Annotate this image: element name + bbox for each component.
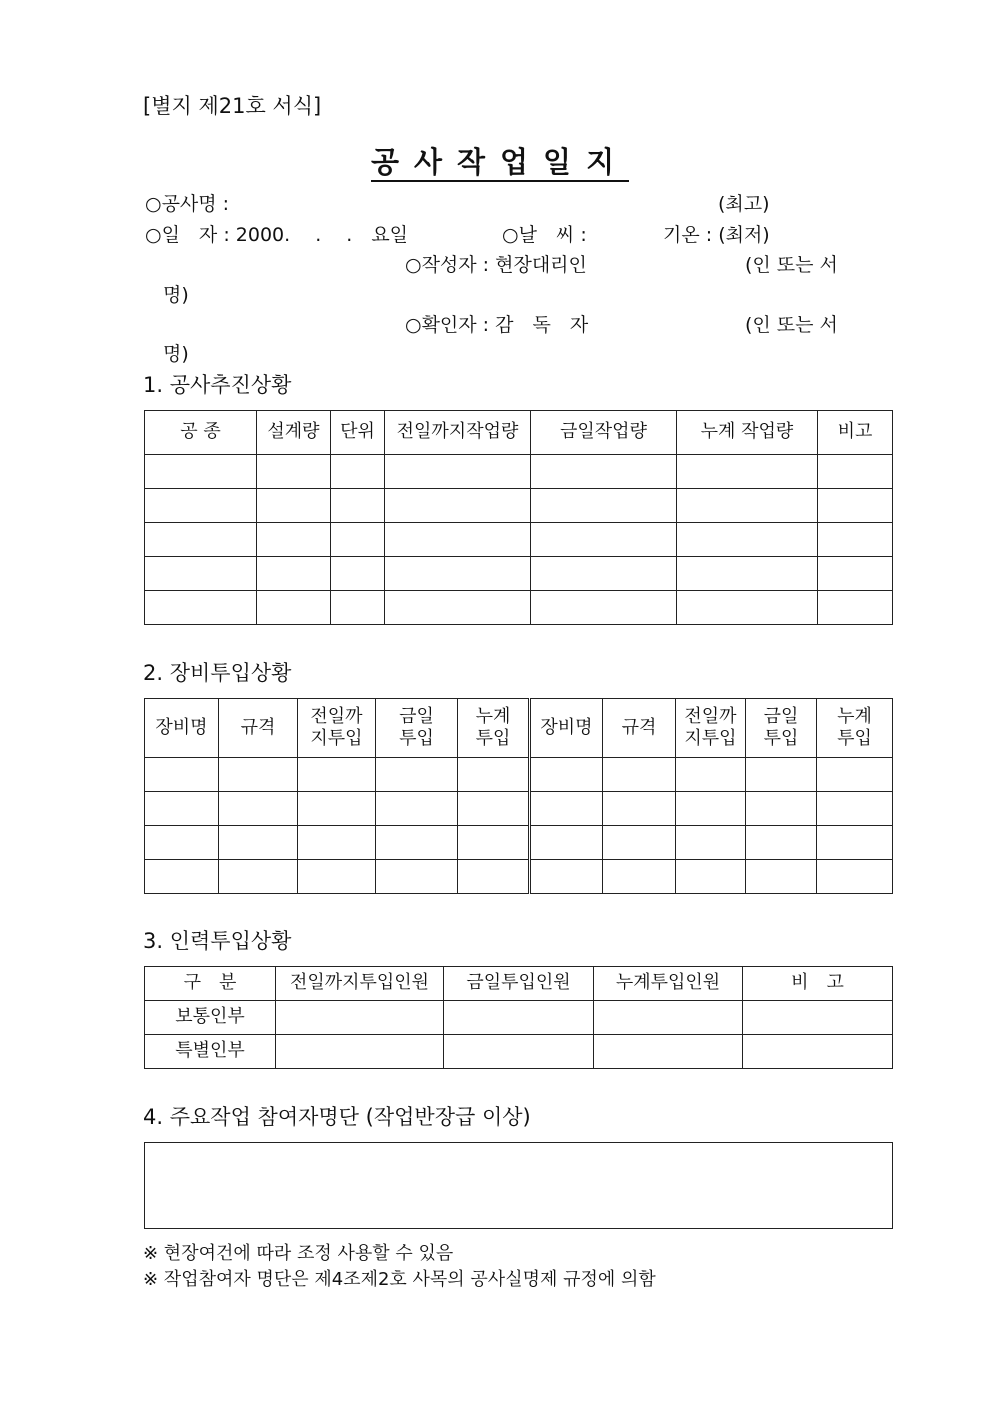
table-cell[interactable] <box>385 489 531 523</box>
table-cell[interactable] <box>145 758 219 792</box>
section2-heading: 2. 장비투입상황 <box>143 661 292 685</box>
table-cell[interactable] <box>603 758 676 792</box>
table-cell[interactable] <box>603 792 676 826</box>
table-cell[interactable] <box>145 826 219 860</box>
col-header: 구 분 <box>145 967 276 1001</box>
table-cell[interactable] <box>145 523 257 557</box>
table-cell[interactable] <box>531 455 677 489</box>
table-cell[interactable] <box>276 1035 444 1069</box>
col-header: 설계량 <box>257 411 331 455</box>
table-cell[interactable] <box>145 489 257 523</box>
table-cell[interactable] <box>145 792 219 826</box>
table-cell[interactable] <box>298 758 376 792</box>
table-cell[interactable] <box>376 860 458 894</box>
table-cell[interactable] <box>531 489 677 523</box>
table-cell[interactable] <box>257 557 331 591</box>
table-row <box>145 591 893 625</box>
table-cell[interactable] <box>385 557 531 591</box>
table-cell[interactable] <box>458 758 530 792</box>
table-cell[interactable] <box>818 591 893 625</box>
checker-sign-cont: 명) <box>163 343 189 365</box>
table-cell[interactable] <box>818 523 893 557</box>
table-cell[interactable] <box>276 1001 444 1035</box>
writer-sign-label: (인 또는 서 <box>745 254 838 276</box>
table-cell[interactable] <box>677 591 818 625</box>
table-cell[interactable] <box>219 826 298 860</box>
table-cell[interactable] <box>376 758 458 792</box>
table-cell[interactable] <box>298 826 376 860</box>
table-cell[interactable] <box>743 1001 893 1035</box>
table-cell[interactable] <box>219 792 298 826</box>
col-header: 단위 <box>331 411 385 455</box>
table-row <box>145 1035 893 1069</box>
header-line: 투입 <box>399 728 434 749</box>
table-row <box>145 523 893 557</box>
col-header-name: 장비명 <box>530 699 603 758</box>
col-header-total <box>458 699 530 758</box>
table-cell[interactable] <box>257 523 331 557</box>
table-cell[interactable] <box>676 860 746 894</box>
table-row <box>145 826 893 860</box>
table-cell[interactable] <box>298 860 376 894</box>
table-row <box>145 860 893 894</box>
table-cell[interactable] <box>257 489 331 523</box>
temp-low-label: 기온 : (최저) <box>663 224 770 246</box>
col-header: 누계투입인원 <box>594 967 743 1001</box>
temp-high-label: (최고) <box>718 193 770 215</box>
header-line: 투입 <box>475 728 511 749</box>
col-header-prev <box>298 699 376 758</box>
col-header-name: 장비명 <box>145 699 219 758</box>
table-cell[interactable] <box>594 1035 743 1069</box>
table-row <box>145 1001 893 1035</box>
header-line: 금일 <box>399 705 434 727</box>
note-1: ※ 현장여건에 따라 조정 사용할 수 있음 <box>143 1243 454 1264</box>
header-line: 전일까 <box>310 705 363 727</box>
checker-sign-label: (인 또는 서 <box>745 314 838 336</box>
project-name-label: ○공사명 : <box>145 193 230 215</box>
table-cell[interactable] <box>331 591 385 625</box>
table-cell[interactable] <box>817 860 893 894</box>
table-cell[interactable] <box>458 826 530 860</box>
table-row <box>145 758 893 792</box>
table-cell[interactable] <box>145 557 257 591</box>
table-cell[interactable] <box>677 523 818 557</box>
table-cell[interactable] <box>530 826 603 860</box>
weather-label: ○날 씨 : <box>502 224 587 246</box>
table-cell[interactable] <box>818 557 893 591</box>
col-header: 전일까지작업량 <box>385 411 531 455</box>
table-cell[interactable] <box>376 826 458 860</box>
labor-table <box>144 966 893 1069</box>
page-title: 공사작업일지 <box>371 148 629 182</box>
date-label: ○일 자 : 2000. . . 요일 <box>145 224 409 246</box>
section3-heading: 3. 인력투입상황 <box>143 929 292 953</box>
header-line: 투입 <box>837 728 872 749</box>
participants-box[interactable] <box>144 1142 893 1229</box>
table-cell[interactable] <box>676 792 746 826</box>
table-row <box>145 792 893 826</box>
table-cell[interactable] <box>743 1035 893 1069</box>
col-header-total <box>817 699 893 758</box>
table-header-row <box>145 411 893 455</box>
table-cell[interactable] <box>530 792 603 826</box>
table-cell[interactable] <box>530 758 603 792</box>
header-line: 누계 <box>475 705 511 727</box>
table-row <box>145 489 893 523</box>
table-cell[interactable] <box>531 591 677 625</box>
table-cell[interactable] <box>603 826 676 860</box>
table-cell[interactable] <box>458 792 530 826</box>
table-cell[interactable] <box>818 455 893 489</box>
col-header: 누계 작업량 <box>677 411 818 455</box>
table-cell[interactable] <box>385 591 531 625</box>
table-cell[interactable] <box>331 557 385 591</box>
table-cell[interactable] <box>817 792 893 826</box>
table-cell[interactable] <box>298 792 376 826</box>
col-header-today <box>746 699 817 758</box>
table-cell[interactable] <box>530 860 603 894</box>
header-line: 투입 <box>763 728 799 749</box>
table-cell[interactable] <box>676 826 746 860</box>
table-cell[interactable] <box>746 826 817 860</box>
section4-heading-note: (작업반장급 이상) <box>358 1105 531 1129</box>
table-cell[interactable] <box>818 489 893 523</box>
table-cell[interactable] <box>746 792 817 826</box>
col-header-spec: 규격 <box>219 699 298 758</box>
writer-label: ○작성자 : 현장대리인 <box>405 254 587 276</box>
form-label: [별지 제21호 서식] <box>143 94 322 118</box>
table-header-row <box>145 699 893 758</box>
table-cell[interactable] <box>531 557 677 591</box>
col-header: 비 고 <box>743 967 893 1001</box>
header-line: 금일 <box>763 705 799 727</box>
col-header-prev <box>676 699 746 758</box>
table-cell[interactable] <box>219 758 298 792</box>
table-cell[interactable] <box>677 455 818 489</box>
header-line: 누계 <box>837 705 872 727</box>
header-line: 지투입 <box>684 728 737 749</box>
table-cell[interactable] <box>746 758 817 792</box>
table-cell[interactable] <box>746 860 817 894</box>
table-cell[interactable] <box>385 455 531 489</box>
table-cell[interactable] <box>331 523 385 557</box>
table-cell[interactable] <box>676 758 746 792</box>
col-header: 금일투입인원 <box>444 967 594 1001</box>
table-cell[interactable] <box>531 523 677 557</box>
table-cell[interactable] <box>817 758 893 792</box>
table-row <box>145 557 893 591</box>
row-label: 특별인부 <box>145 1035 276 1069</box>
table-cell[interactable] <box>331 455 385 489</box>
table-cell[interactable] <box>219 860 298 894</box>
section1-heading: 1. 공사추진상황 <box>143 373 292 397</box>
table-cell[interactable] <box>385 523 531 557</box>
col-header-today <box>376 699 458 758</box>
section4-heading-main: 4. 주요작업 참여자명단 <box>143 1105 359 1129</box>
writer-sign-cont: 명) <box>163 284 189 306</box>
table-cell[interactable] <box>677 557 818 591</box>
table-header-row <box>145 967 893 1001</box>
col-header: 전일까지투입인원 <box>276 967 444 1001</box>
table-cell[interactable] <box>145 455 257 489</box>
progress-table <box>144 410 893 625</box>
equipment-table <box>144 698 893 894</box>
col-header-spec: 규격 <box>603 699 676 758</box>
table-cell[interactable] <box>594 1001 743 1035</box>
note-2: ※ 작업참여자 명단은 제4조제2호 사목의 공사실명제 규정에 의함 <box>143 1269 656 1290</box>
col-header: 비고 <box>818 411 893 455</box>
table-cell[interactable] <box>145 591 257 625</box>
table-cell[interactable] <box>145 860 219 894</box>
table-cell[interactable] <box>331 489 385 523</box>
table-cell[interactable] <box>458 860 530 894</box>
table-cell[interactable] <box>257 591 331 625</box>
row-label: 보통인부 <box>145 1001 276 1035</box>
table-cell[interactable] <box>444 1001 594 1035</box>
table-cell[interactable] <box>257 455 331 489</box>
table-cell[interactable] <box>444 1035 594 1069</box>
table-cell[interactable] <box>603 860 676 894</box>
col-header: 금일작업량 <box>531 411 677 455</box>
col-header: 공 종 <box>145 411 257 455</box>
header-line: 지투입 <box>310 728 363 749</box>
table-row <box>145 455 893 489</box>
section4-heading <box>143 1107 531 1128</box>
checker-label: ○확인자 : 감 독 자 <box>405 314 589 336</box>
table-cell[interactable] <box>677 489 818 523</box>
header-line: 전일까 <box>684 705 737 727</box>
table-cell[interactable] <box>817 826 893 860</box>
table-cell[interactable] <box>376 792 458 826</box>
